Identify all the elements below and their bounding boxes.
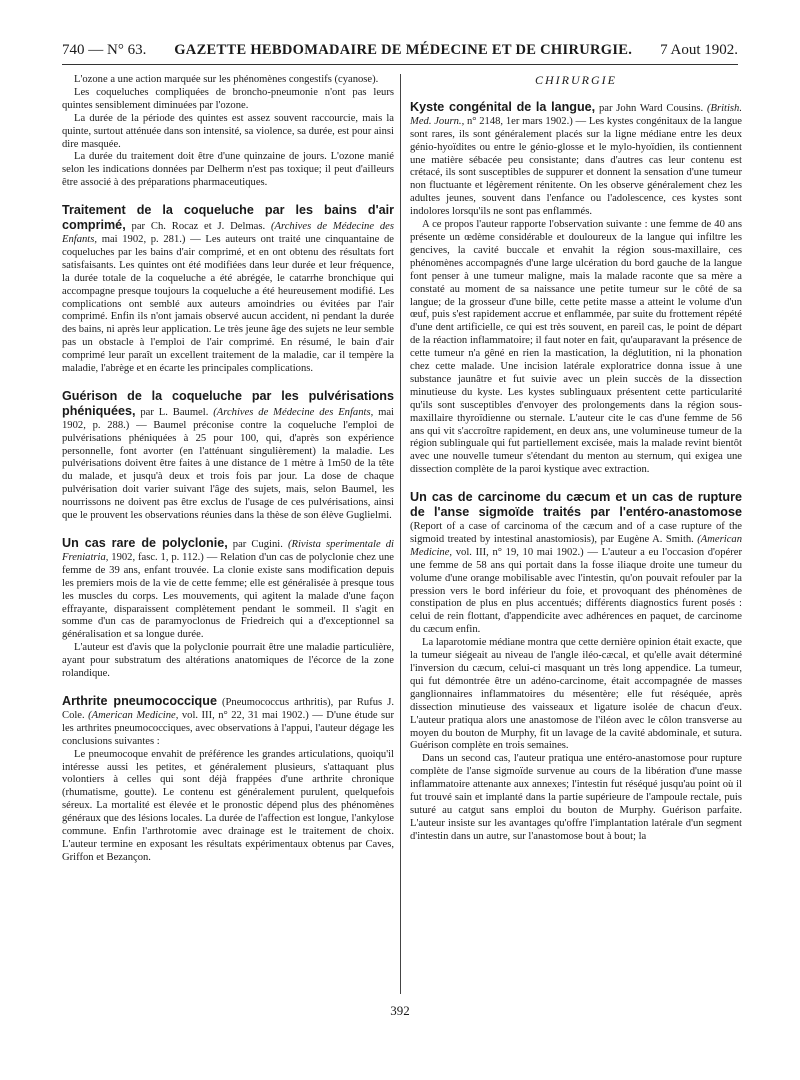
article-title: Un cas de carcinome du cæcum et un cas de rupture de l'anse sigmoïde traités par l'entéro-anastomose xyxy=(410,490,742,520)
section-heading: CHIRURGIE xyxy=(535,73,617,87)
paragraph: Dans un second cas, l'auteur pratiqua une entéro-anastomose pour rupture complète de l'anse sigmoïde survenue au cours de la libération d'une masse inflammatoire attenante aux annexes; l'intestin fut réséqué jusqu'au point où il fut trouvé sain et implanté dans la partie supérieure de l'ampoule rectale, puis suturé au catgut sans emploi du bouton de Murphy. Guérison parfaite. L'auteur insiste sur les avantages qu'offre l'implantation latérale d'un segment d'intestin dans un autre, sur l'anastomose bout à bout; la xyxy=(410,753,742,842)
article-authors: (Pneumococcus arthritis), par Rufus J. Cole. xyxy=(62,696,394,721)
article-paragraph xyxy=(62,537,394,642)
article-arthrite xyxy=(62,695,394,865)
article-authors: par Cugini. xyxy=(227,539,288,550)
article-source: (Rivista sperimentale di Freniatria, xyxy=(62,539,394,563)
article-source: (American Medicine, xyxy=(410,533,742,558)
article-paragraph xyxy=(62,695,394,749)
article-pulverisations xyxy=(62,390,394,523)
header-left xyxy=(62,42,146,59)
article-body: vol. III, n° 19, 10 mai 1902.) — L'auteur a eu l'occasion d'opérer une femme de 58 ans qui portait dans la fosse iliaque droite une tumeur du volume d'une orange mobilisable avec l'intestin, qu'on pouvait refouler par la pression vers le bord inférieur du foie, et provoquant des phénomènes de constipation de plus en plus accentués; différents diagnostics furent posés : celui de rein flottant, d'appendicite avec adhérences en paquet, de carcinome du cæcum enfin. xyxy=(410,546,742,636)
header-issue: — N° 63. xyxy=(88,42,147,58)
article-body: n° 2148, 1er mars 1902.) — Les kystes congénitaux de la langue sont rares, ils sont généralement placés sur la ligne médiane entre les deux génio-hyoïdites ou entre le génio-glosse et le mylo-hyoïdien, ils contiennent une matière sébacée peu consistante; dans d'autres cas leur contenu est crétacé, ils sont susceptibles de suppurer et donnent la sensation d'une tumeur non fluctuante et légèrement rénitente. On les observe généralement chez les adultes jeunes, souvent dans l'enfance ou l'adolescence, ces kystes sont indolores lorsqu'ils ne sont pas enflammés. xyxy=(410,115,742,218)
article-paragraph xyxy=(410,491,742,637)
paragraph: L'ozone a une action marquée sur les phénomènes congestifs (cyanose). xyxy=(74,74,379,85)
column-divider xyxy=(400,74,401,994)
article-title: Arthrite pneumococcique xyxy=(62,693,217,708)
article-source: (Archives de Médecine des Enfants, xyxy=(62,221,394,245)
article-body: vol. III, n° 22, 31 mai 1902.) — D'une étude sur les arthrites pneumococciques, avec observations à l'appui, l'auteur dégage les conclusions suivantes : xyxy=(62,709,394,747)
header-page-number: 740 xyxy=(62,42,85,58)
paragraph: Les coqueluches compliquées de broncho-pneumonie n'ont pas leurs quintes sensiblement diminuées par l'ozone. xyxy=(62,86,394,111)
article-source: (British. Med. Journ., xyxy=(410,102,742,127)
article-body: mai 1902, p. 281.) — Les auteurs ont traité une cinquantaine de coqueluches par les bains d'air comprimé, et en ont obtenu des résultats fort satisfaisants. Les quintes ont été modifiées dans leur durée et leur fréquence, la durée totale de la coqueluche a été abrégée, le catarrhe bronchique qui accompagne presque toujours la coqueluche a été heureusement modifié. Les complications ont semblé aux auteurs amoindries ou évitées par l'air comprimé. Enfin ils n'ont jamais observé aucun accident, ni pendant la durée des bains, ni après leur application. Le très jeune âge des sujets ne leur semble pas un obstacle à l'emploi de l'air comprimé. En résumé, le bain d'air comprimé leur paraît un excellent traitement de la maladie, car il tempère la maladie, l'abrège et en écarte les principales complications. xyxy=(62,233,394,375)
article-source: (American Medicine, xyxy=(88,709,179,721)
article-paragraph xyxy=(62,204,394,376)
header-date: 7 Aout 1902. xyxy=(660,42,738,58)
article-paragraph xyxy=(410,101,742,219)
page-number: 392 xyxy=(390,1003,410,1018)
article-authors: par Ch. Rocaz et J. Delmas. xyxy=(125,221,271,233)
article-carcinome xyxy=(410,491,742,843)
article-title: Guérison de la coqueluche par les pulvérisations phéniquées, xyxy=(62,388,394,418)
article-authors: par L. Baumel. xyxy=(135,406,214,418)
running-header xyxy=(62,42,738,65)
article-authors: par John Ward Cousins. xyxy=(595,102,707,114)
paragraph: La durée de la période des quintes est assez souvent raccourcie, mais la quinte, surtout atténuée dans son intensité, sa violence, sa durée, est pour ainsi dire masquée. xyxy=(62,112,394,150)
ozone-conclusions xyxy=(62,74,394,190)
paragraph: La laparotomie médiane montra que cette dernière opinion était exacte, que la tumeur siégeait au niveau de l'angle iléo-cæcal, et qu'elle avait déterminé l'inversion du cæcum, celui-ci masquant un très long appendice. La tumeur, qui fut démontrée être un adéno-carcinome, était accompagnée de masses ganglionnaires inflammatoires du mésentère; elle fut réséquée, après dissection minutieuse des vaisseaux et ligature isolée de chacun d'eux. L'auteur pratiqua alors une anastomose de l'iléon avec le côlon transverse au moyen du bouton de Murphy, fit un lavage de la cavité abdominale, et sutura. Guérison complète en trois semaines. xyxy=(410,637,742,752)
article-body: 1902, fasc. 1, p. 112.) — Relation d'un cas de polyclonie chez une femme de 39 ans, enfant trouvée. La clonie existe sans modification depuis les premiers mois de la vie de cette femme; elle est généralisée à presque tous les muscles du corps. Les mouvements, qui agitent la malade d'une façon effrayante, disparaissent complètement pendant le sommeil. Il s'agit en somme d'un cas de paramyoclonus de Friedreich qui a d'exceptionnel sa généralisation et sa longue durée. xyxy=(62,551,394,641)
paragraph: A ce propos l'auteur rapporte l'observation suivante : une femme de 40 ans présente un œdème considérable et douloureux de la langue qui infiltre les gencives, la cavité buccale et envahit la région sous-maxillaire, ces phénomènes accompagnés d'une large ulcération du bord gauche de la langue font penser à une tumeur maligne, mais la malade raconte que sa mère a constaté au moment de sa naissance une petite tumeur sur le côté de sa langue; de la grosseur d'une bille, cette petite masse a atteint le volume d'un œuf, puis s'est rapidement accrue et enflammée, par suite du frottement répété d'une dent artificielle, ce qui est très souvent, en pareil cas, le point de départ de la réaction inflammatoire; il faut noter en fait, qu'auparavant la présence de cette tumeur n'a gêné en rien la mastication, la déglutition, ni la phonation chez cette malade. Une incision latérale exploratrice donna issue à une substance jaunâtre et fut suivie avec un plein succès de la dissection minutieuse du kyste. Les kystes sublinguaux présentent cette particularité qu'ils sont susceptibles d'envoyer des prolongements dans la région sous-maxillaire thyroïdienne ou sternale. L'auteur cite le cas d'une femme de 56 ans qui vit s'accroître rapidement, en deux ans, une volumineuse tumeur de la région sublinguale qui fut partiellement excisée, mais la malade revint bientôt avec une nouvelle tumeur s'étendant du menton au sternum, qui exigea une dissection complète de la paroi kystique avec extraction. xyxy=(410,219,742,476)
paragraph: L'auteur est d'avis que la polyclonie pourrait être une maladie particulière, ayant pour substratum des altérations anatomiques de l'écorce de la zone rolandique. xyxy=(62,642,394,680)
article-bains-air xyxy=(62,204,394,376)
left-column xyxy=(62,74,394,865)
article-title: Kyste congénital de la langue, xyxy=(410,99,596,114)
article-authors: (Report of a case of carcinoma of the cæcum and of a case rupture of the sigmoid treated by intestinal anastomiosis), par Eugène A. Smith. xyxy=(410,521,742,545)
article-title: Un cas rare de polyclonie, xyxy=(62,536,228,550)
journal-title: GAZETTE HEBDOMADAIRE DE MÉDECINE ET DE CHIRURGIE. xyxy=(174,42,633,58)
right-column xyxy=(410,74,742,844)
article-title: Traitement de la coqueluche par les bains d'air comprimé, xyxy=(62,203,394,233)
article-paragraph xyxy=(62,390,394,523)
paragraph: Le pneumocoque envahit de préférence les grandes articulations, quoiqu'il intéresse aussi les petites, et généralement plusieurs, s'attaquant plus volontiers à celles qui sont déjà frappées d'une arthrite chronique (rhumatisme, goutte). Le contenu est généralement purulent, quelquefois séreux. La mortalité est élevée et le pronostic dépend plus des phénomènes généraux que des lésions locales. La durée de l'affection est longue, l'ankylose commune. Enfin l'arthrotomie avec drainage est le traitement de choix. L'auteur termine en exposant les résultats expérimentaux obtenus par Caves, Griffon et Bezançon. xyxy=(62,748,394,863)
article-kyste xyxy=(410,101,742,477)
article-polyclonie xyxy=(62,537,394,681)
paragraph: La durée du traitement doit être d'une quinzaine de jours. L'ozone manié selon les indications données par Delherm n'est pas toxique; il peut d'ailleurs être associé à des préparations pharmaceutiques. xyxy=(62,151,394,189)
article-source: (Archives de Médecine des Enfants, xyxy=(213,406,374,418)
article-body: mai 1902, p. 288.) — Baumel préconise contre la coqueluche l'emploi de pulvérisations phéniquées à 25 pour 100, qui, d'après son expérience personnelle, font avorter (en l'atténuant singulièrement) la maladie. Les pulvérisations doivent être faites à une distance de 1 mètre à 1m50 de la tête du malade, et jusqu'à deux et trois fois par jour. La dose de chaque pulvérisation doit varier suivant l'âge des sujets, mais, selon Baumel, les nourrissons ne doivent pas être exclus de l'usage de ces pulvérisations, ainsi que le prouvent les observations réunies dans la thèse de son élève Guglielmi. xyxy=(62,406,394,522)
